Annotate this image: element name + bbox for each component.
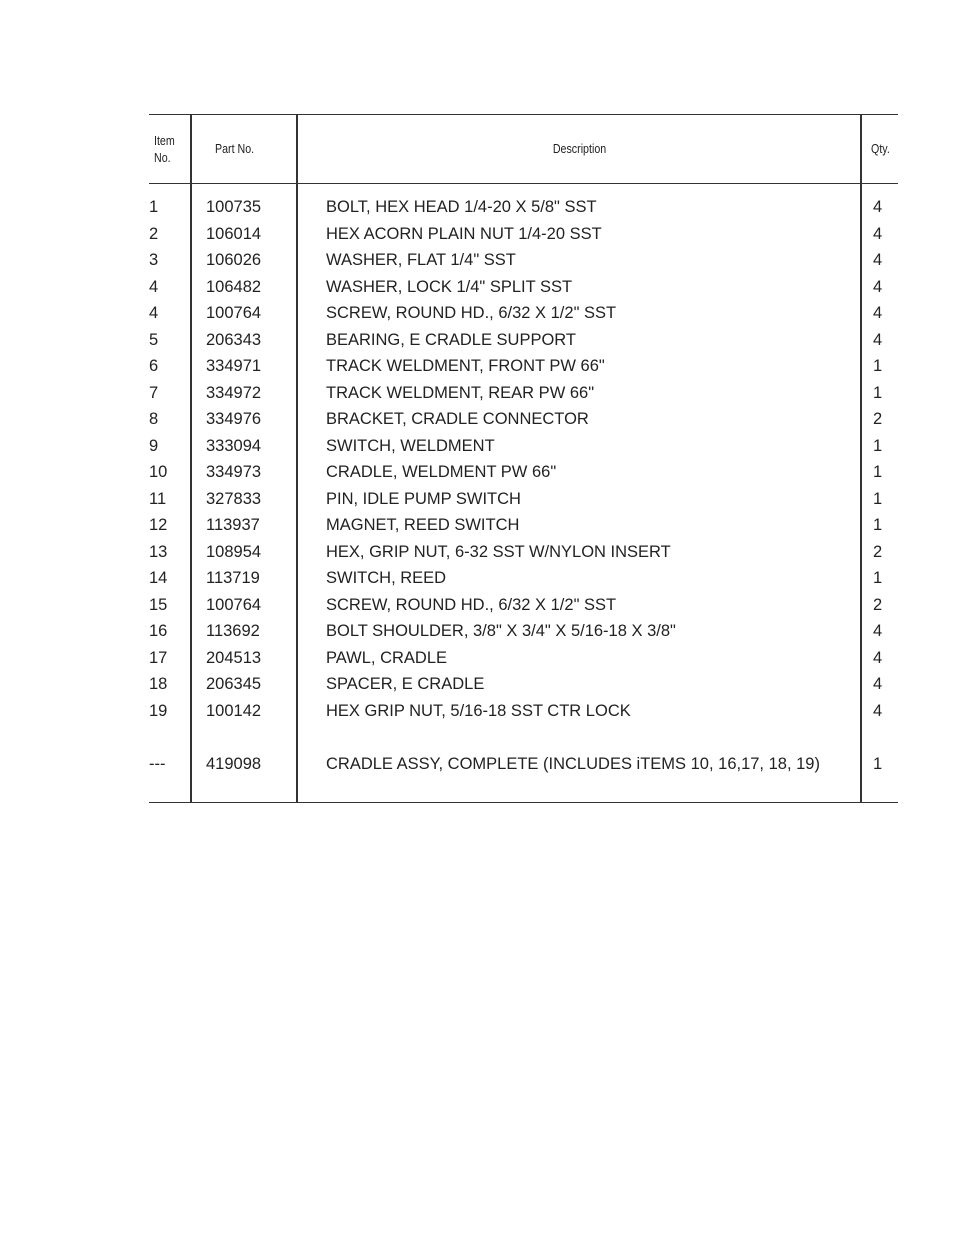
qty: 1 (873, 383, 883, 402)
description: SWITCH, REED (326, 569, 447, 587)
header-bottom-rule (149, 183, 898, 184)
qty: 4 (873, 277, 883, 296)
part-no: 334971 (206, 357, 262, 375)
description: PAWL, CRADLE (326, 648, 448, 667)
description: BOLT, HEX HEAD 1/4-20 X 5/8" SST (326, 198, 597, 216)
item-no: 19 (149, 701, 168, 720)
qty: 2 (873, 410, 883, 428)
item-no: 4 (149, 304, 159, 322)
description: HEX ACORN PLAIN NUT 1/4-20 SST (326, 224, 602, 243)
item-no: 3 (149, 251, 159, 269)
item-no: 1 (149, 198, 159, 216)
assembly-row (149, 751, 898, 778)
item-no: 11 (149, 489, 167, 508)
part-no: 334976 (206, 410, 262, 428)
table-row (149, 380, 898, 407)
item-no: 9 (149, 436, 159, 455)
table-row (149, 618, 898, 645)
item-no: 7 (149, 383, 159, 402)
header-part-no (215, 114, 295, 183)
item-no: 18 (149, 675, 168, 693)
header-qty-label: Qty. (870, 141, 890, 156)
item-no: 10 (149, 463, 168, 481)
qty: 1 (873, 569, 883, 587)
qty: 1 (873, 357, 883, 375)
header-item-line2: No. (154, 149, 171, 165)
qty: 4 (873, 198, 883, 216)
table-row (149, 327, 898, 354)
description: MAGNET, REED SWITCH (326, 516, 520, 534)
table-row (149, 671, 898, 698)
header-qty (862, 114, 898, 183)
item-no: 13 (149, 542, 168, 561)
table-row (149, 512, 898, 539)
description: PIN, IDLE PUMP SWITCH (326, 489, 521, 508)
qty: 1 (873, 463, 883, 481)
description: SWITCH, WELDMENT (326, 436, 495, 455)
part-no: 113937 (206, 516, 260, 534)
qty: 4 (873, 330, 883, 349)
table-row (149, 274, 898, 301)
part-no: 334973 (206, 463, 262, 481)
table-row (149, 539, 898, 566)
description: SCREW, ROUND HD., 6/32 X 1/2" SST (326, 595, 617, 614)
qty: 1 (873, 489, 883, 508)
item-no: 5 (149, 330, 159, 349)
part-no: 100764 (206, 595, 262, 614)
table-row (149, 406, 898, 433)
item-no: --- (149, 754, 166, 773)
qty: 4 (873, 701, 883, 720)
qty: 1 (873, 516, 883, 534)
table-row (149, 194, 898, 221)
table-row (149, 486, 898, 513)
description: HEX GRIP NUT, 5/16-18 SST CTR LOCK (326, 701, 631, 720)
item-no: 12 (149, 516, 168, 534)
table-row (149, 645, 898, 672)
header-part-label: Part No. (215, 141, 255, 156)
table-bottom-rule (149, 802, 898, 803)
description: CRADLE, WELDMENT PW 66" (326, 463, 557, 481)
part-no: 100735 (206, 198, 262, 216)
qty: 4 (873, 675, 883, 693)
table-row (149, 433, 898, 460)
item-no: 6 (149, 357, 159, 375)
description: BRACKET, CRADLE CONNECTOR (326, 410, 589, 428)
part-no: 113692 (206, 622, 260, 640)
qty: 4 (873, 622, 883, 640)
qty: 4 (873, 648, 883, 667)
part-no: 100764 (206, 304, 262, 322)
part-no: 106482 (206, 277, 262, 296)
description: HEX, GRIP NUT, 6-32 SST W/NYLON INSERT (326, 542, 671, 561)
header-description (298, 114, 862, 183)
description: TRACK WELDMENT, REAR PW 66" (326, 383, 595, 402)
qty: 1 (873, 754, 883, 773)
description: WASHER, LOCK 1/4" SPLIT SST (326, 277, 573, 296)
table-row (149, 565, 898, 592)
table-row (149, 353, 898, 380)
item-no: 8 (149, 410, 159, 428)
part-no: 106026 (206, 251, 262, 269)
item-no: 14 (149, 569, 168, 587)
qty: 4 (873, 304, 883, 322)
item-no: 16 (149, 622, 168, 640)
part-no: 334972 (206, 383, 262, 402)
item-no: 15 (149, 595, 168, 614)
description: WASHER, FLAT 1/4" SST (326, 251, 516, 269)
part-no: 206343 (206, 330, 262, 349)
part-no: 327833 (206, 489, 262, 508)
table-row (149, 698, 898, 725)
table-row (149, 300, 898, 327)
table-row (149, 459, 898, 486)
description: SPACER, E CRADLE (326, 675, 485, 693)
qty: 2 (873, 542, 883, 561)
description: CRADLE ASSY, COMPLETE (INCLUDES iTEMS 10, 16,17, 18, 19) (326, 754, 820, 773)
qty: 1 (873, 436, 883, 455)
qty: 4 (873, 224, 883, 243)
part-no: 113719 (206, 569, 260, 587)
qty: 4 (873, 251, 883, 269)
description: SCREW, ROUND HD., 6/32 X 1/2" SST (326, 304, 617, 322)
qty: 2 (873, 595, 883, 614)
header-description-label: Description (553, 141, 607, 156)
parts-list-table (149, 114, 898, 803)
header-item-no (154, 114, 188, 183)
description: BOLT SHOULDER, 3/8" X 3/4" X 5/16-18 X 3/8" (326, 622, 676, 640)
part-no: 204513 (206, 648, 262, 667)
part-no: 108954 (206, 542, 262, 561)
part-no: 100142 (206, 701, 262, 720)
header-item-line1: Item (154, 132, 175, 148)
part-no: 206345 (206, 675, 262, 693)
part-no: 419098 (206, 754, 262, 773)
table-row (149, 247, 898, 274)
item-no: 17 (149, 648, 168, 667)
table-body (149, 194, 898, 777)
description: BEARING, E CRADLE SUPPORT (326, 330, 577, 349)
item-no: 4 (149, 277, 159, 296)
item-no: 2 (149, 224, 159, 243)
table-row (149, 221, 898, 248)
description: TRACK WELDMENT, FRONT PW 66" (326, 357, 605, 375)
part-no: 106014 (206, 224, 262, 243)
part-no: 333094 (206, 436, 262, 455)
table-row (149, 592, 898, 619)
